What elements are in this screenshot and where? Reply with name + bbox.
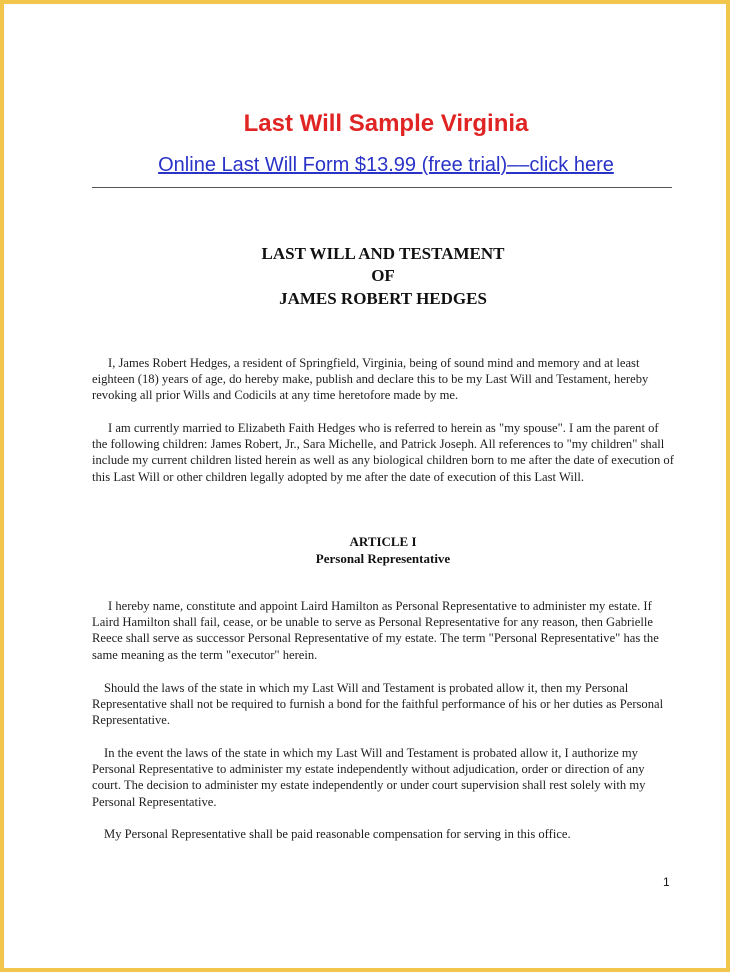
testator-name-heading: JAMES ROBERT HEDGES [279,289,487,308]
online-will-form-link[interactable]: Online Last Will Form $13.99 (free trial)––click here [158,154,614,176]
document-title-of: OF [371,266,395,285]
paragraph-appointment: I hereby name, constitute and appoint Laird Hamilton as Personal Representative to administer my estate. If Laird Hamilton shall fail, cease, or be unable to serve as Personal Representative for any reason, then Gabrielle Reece shall serve as successor Personal Representative of my estate. The term "Personal Representative" has the same meaning as the term "executor" herein. [92,599,659,662]
article-number: ARTICLE I [349,534,417,549]
paragraph-declaration: I, James Robert Hedges, a resident of Springfield, Virginia, being of sound mind and memory and at least eighteen (18) years of age, do hereby make, publish and declare this to be my Last Will and Testament, hereby revoking all prior Wills and Codicils at any time heretofore made by me. [92,356,649,403]
paragraph-compensation: My Personal Representative shall be paid reasonable compensation for serving in this office. [104,827,571,841]
paragraph-bond: Should the laws of the state in which my Last Will and Testament is probated allow it, then my Personal Representative shall not be required to furnish a bond for the faithful performance of his or her duties as Personal Representative. [92,681,664,728]
document-title: LAST WILL AND TESTAMENT [261,244,505,263]
paragraph-family: I am currently married to Elizabeth Faith Hedges who is referred to herein as "my spouse". I am the parent of the following children: James Robert, Jr., Sara Michelle, and Patrick Joseph. All references to "my children" shall include my current children listed herein as well as any biological children born to me after the date of execution of this Last Will or other children legally adopted by me after the date of execution of this Last Will. [92,421,674,484]
divider [92,187,672,188]
page-number: 1 [663,875,670,889]
page-title: Last Will Sample Virginia [243,110,529,137]
article-title: Personal Representative [315,551,451,566]
paragraph-independent-administration: In the event the laws of the state in which my Last Will and Testament is probated allow it, I authorize my Personal Representative to administer my estate independently without adjudication, order or direction of any court. The decision to administer my estate independently or under court supervision shall rest solely with my Personal Representative. [92,746,646,809]
